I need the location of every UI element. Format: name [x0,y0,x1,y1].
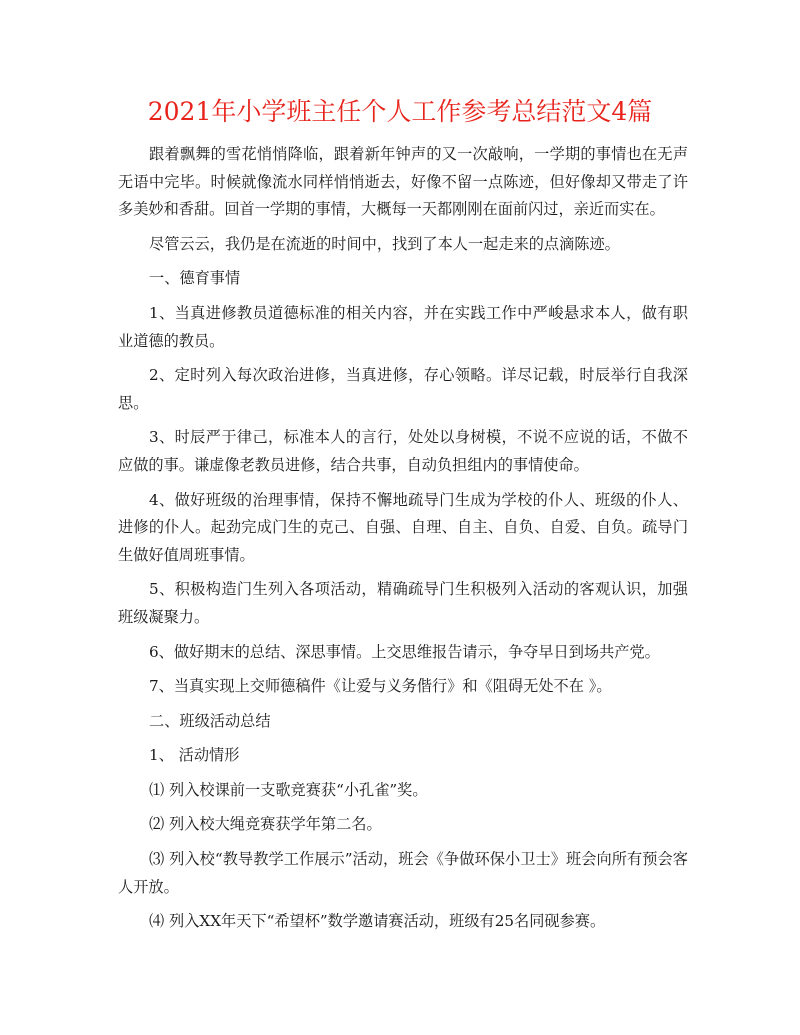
paragraph-reflection: 尽管云云，我仍是在流逝的时间中，找到了本人一起走来的点滴陈迹。 [149,234,620,253]
section-heading-class-activities: 二、班级活动总结 [149,711,271,730]
subsection-heading-activity-status: 1、 活动情形 [149,746,240,765]
list-item: 1、当真进修教员道德标准的相关内容，并在实践工作中严峻悬求本人，做有职业道德的教员。 [118,303,688,350]
list-item: 7、当真实现上交师德稿件《让爱与义务偕行》和《阻碍无处不在 》。 [149,677,612,696]
section-heading-moral: 一、德育事情 [149,269,241,288]
list-item: 2、定时列入每次政治进修，当真进修，存心领略。详尽记载，时辰举行自我深思。 [118,366,688,412]
document-body [118,141,688,943]
list-item: 6、做好期末的总结、深思事情。上交思维报告请示，争夺早日到场共产党。 [149,642,660,661]
list-item: ⑵ 列入校大绳竞赛获学年第二名。 [149,815,382,834]
list-item: ⑶ 列入校“教导教学工作展示”活动，班会《争做环保小卫士》班会向所有预会客人开放。 [118,850,688,896]
list-item: 4、做好班级的治理事情，保持不懈地疏导门生成为学校的仆人、班级的仆人、进修的仆人。起劲完成门生的克己、自强、自理、自主、自负、自爱、自负。疏导门生做好值周班事情。 [118,490,688,564]
list-item: 5、积极构造门生列入各项活动，精确疏导门生积极列入活动的客观认识，加强班级凝聚力。 [118,580,688,626]
list-item: ⑴ 列入校课前一支歌竞赛获“小孔雀”奖。 [149,780,428,799]
document-title: 2021年小学班主任个人工作参考总结范文4篇 [147,97,653,126]
list-item: ⑷ 列入XX年天下“希望杯”数学邀请赛活动，班级有25名同砚参赛。 [149,912,606,931]
paragraph-intro: 跟着飘舞的雪花悄悄降临，跟着新年钟声的又一次敲响，一学期的事情也在无声无语中完毕。时候就像流水同样悄悄逝去，好像不留一点陈迹，但好像却又带走了许多美妙和香甜。回首一学期的事情，大概每一天都刚刚在面前闪过，亲近而实在。 [118,145,688,219]
list-item: 3、时辰严于律己，标准本人的言行，处处以身树模，不说不应说的话，不做不应做的事。谦虚像老教员进修，结合共事，自动负担组内的事情使命。 [118,428,688,474]
